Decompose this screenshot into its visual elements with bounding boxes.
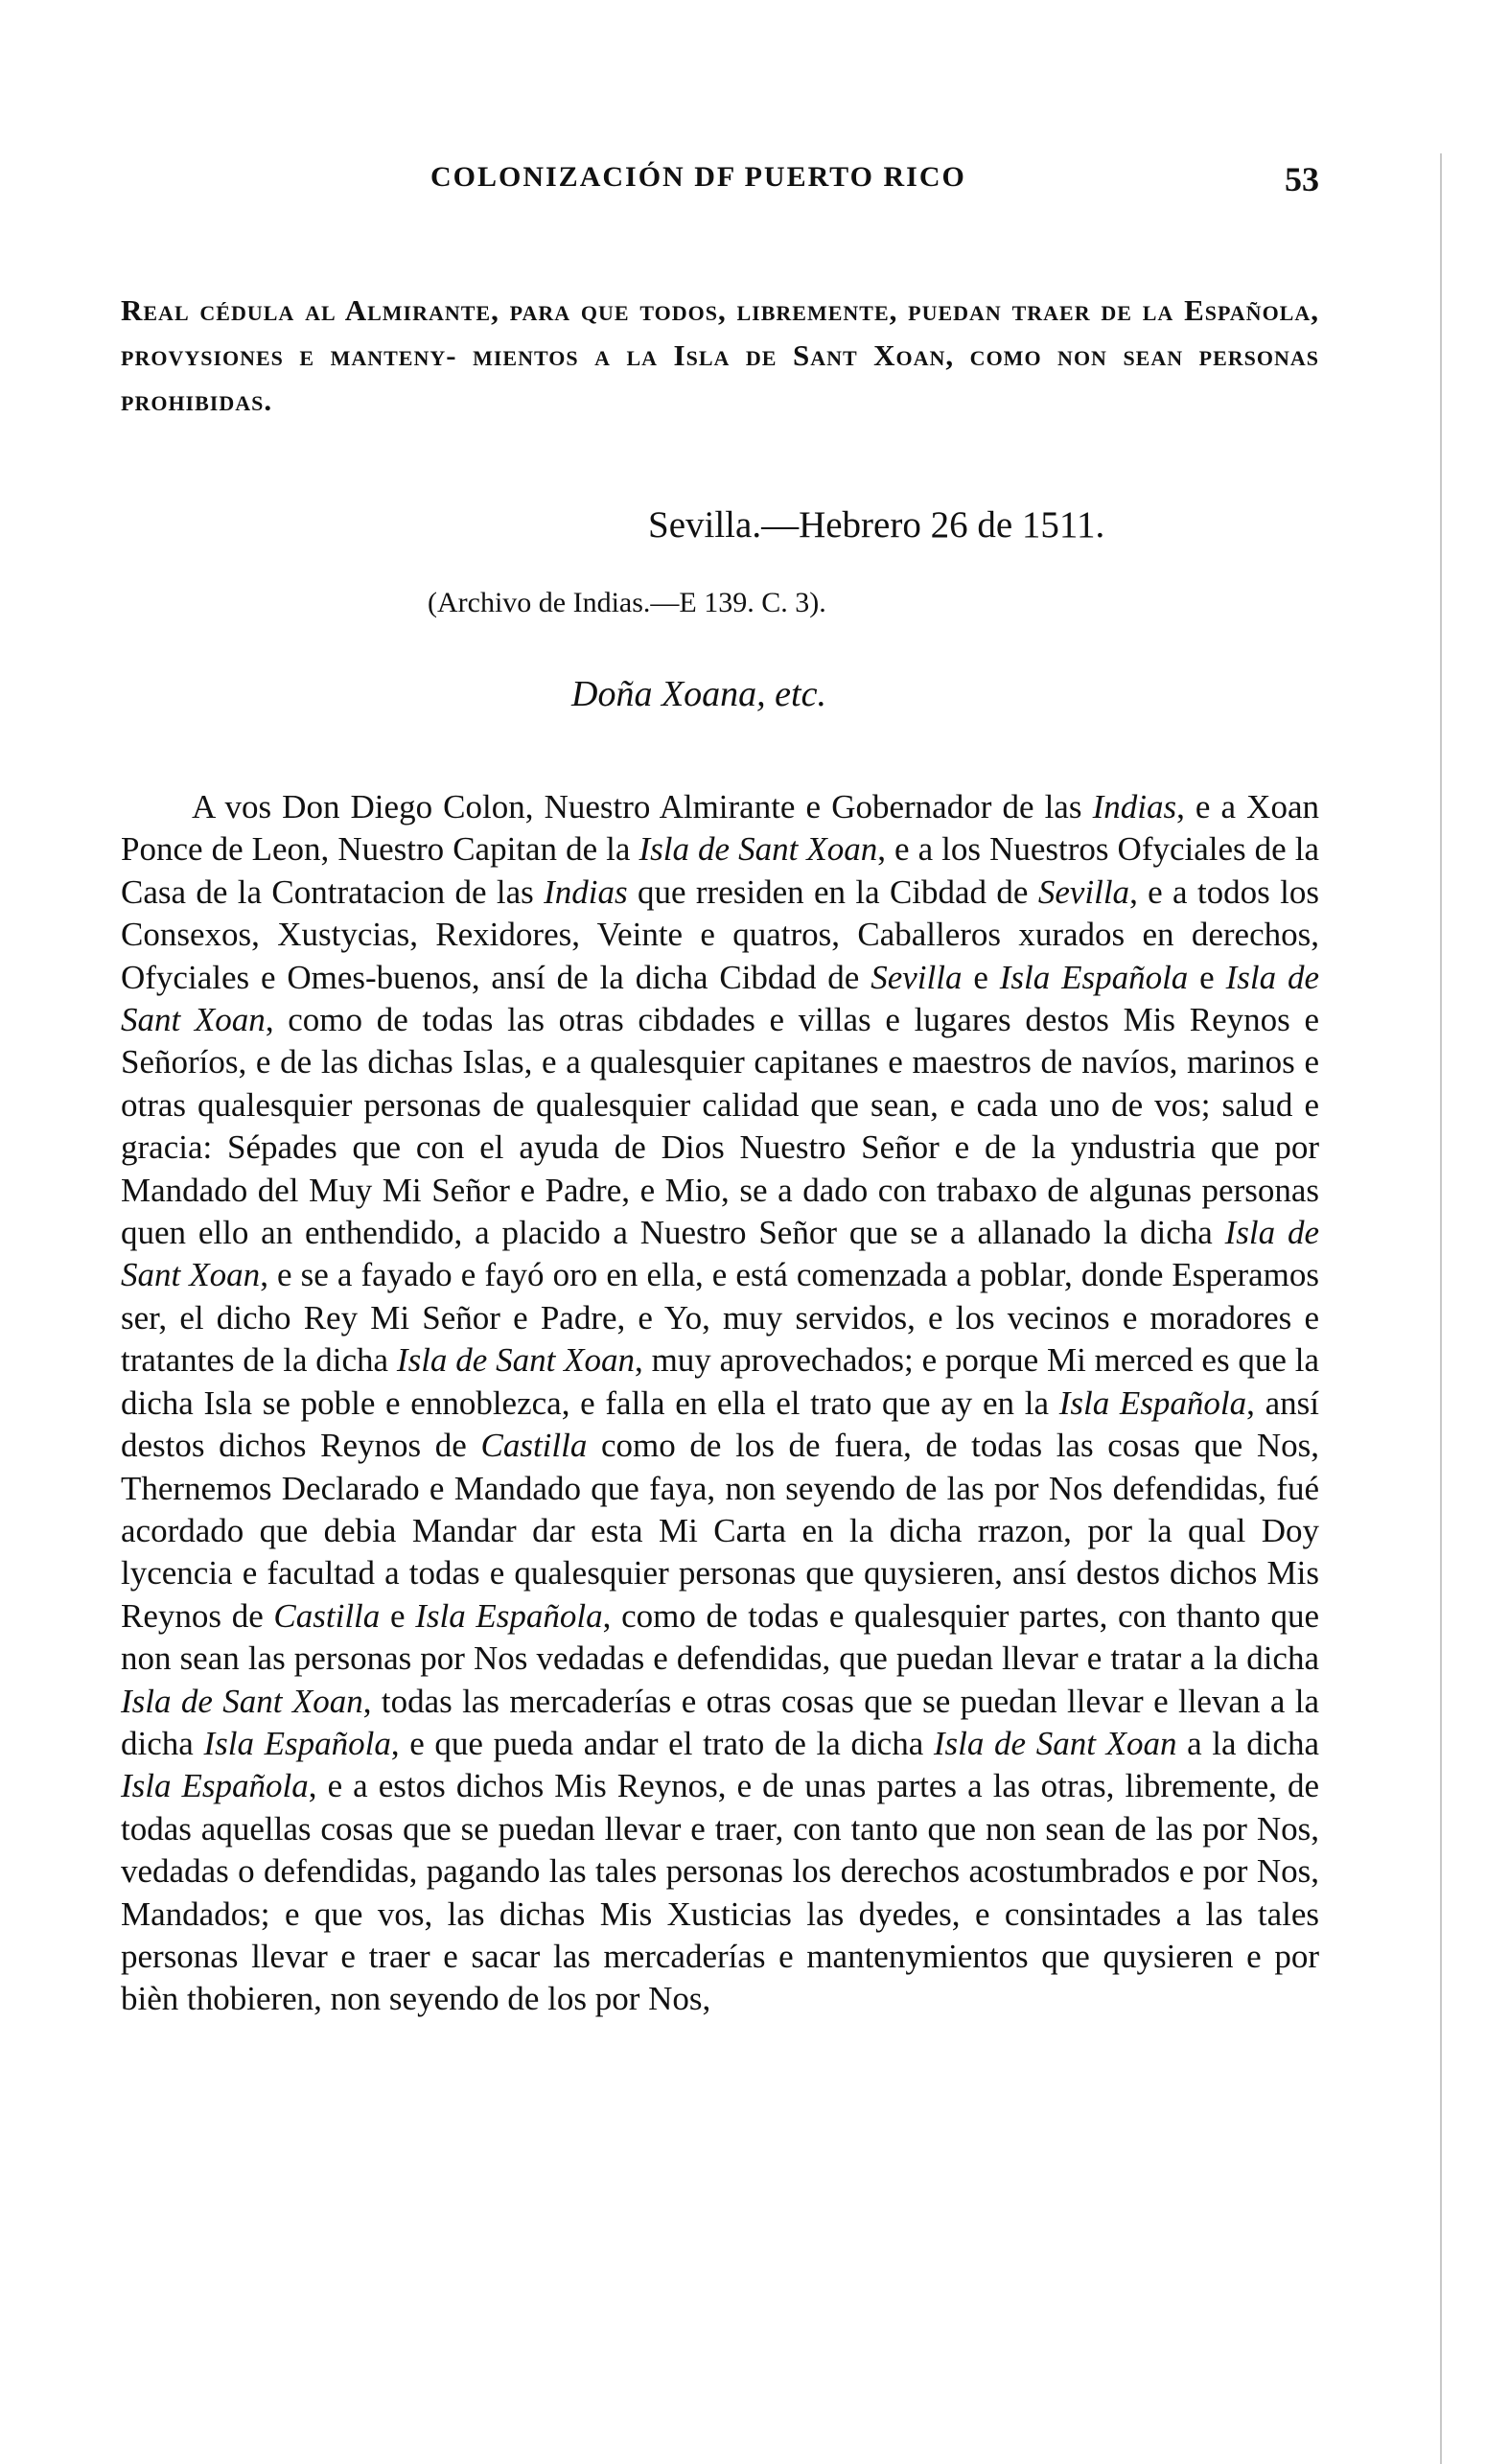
italic-place-name: Sevilla	[1037, 872, 1130, 911]
italic-place-name: Sevilla	[871, 958, 963, 996]
italic-place-name: Isla Española	[203, 1724, 391, 1762]
italic-place-name: Isla Española	[999, 958, 1189, 996]
italic-place-name: Castilla	[480, 1427, 588, 1465]
archive-reference: (Archivo de Indias.—E 139. C. 3).	[428, 587, 826, 618]
salutation: Doña Xoana, etc.	[571, 674, 826, 714]
body-text: e	[380, 1596, 416, 1635]
italic-place-name: Isla Española	[415, 1596, 603, 1635]
scan-edge-rule	[1440, 153, 1442, 2464]
body-text: , e a estos dichos Mis Reynos, e de unas partes a las otras, libremente, de todas aquellas cosas que se puedan llevar e traer, con tanto que non sean de las por Nos, vedadas o defendidas, pagando las tales personas los derechos acostumbrados e por Nos, Mandados; e que vos, las dichas Mis Xusticias las dyedes, e consintades a las tales personas llevar e traer e sacar las mercaderías e mantenymientos que quysieren e por bièn thobieren, non seyendo de los por Nos,	[121, 1767, 1319, 2018]
body-text: , ansí destos dichos Reynos de	[121, 1383, 1319, 1465]
italic-place-name: Isla Española	[121, 1767, 309, 1805]
body-text: , como de todas las otras cibdades e villas e lugares destos Mis Reynos e Señoríos, e de las dichas Islas, e a qualesquier capitanes e maestros de navíos, marinos e otras qualesquier personas de qualesquier calidad que sean, e cada uno de vos; salud e gracia: Sépades que con el ayuda de Dios Nuestro Señor e de la yndustria que por Mandado del Muy Mi Señor e Padre, e Mio, se a dado con trabaxo de algunas personas quen ello an enthendido, a placido a Nuestro Señor que se a allanado la dicha	[121, 1001, 1319, 1252]
running-title: COLONIZACIÓN DF PUERTO RICO	[430, 161, 966, 193]
italic-place-name: Isla de Sant Xoan	[933, 1724, 1177, 1762]
italic-place-name: Isla de Sant Xoan	[396, 1341, 636, 1380]
body-paragraph	[121, 786, 1319, 2021]
body-text: , e que pueda andar el trato de la dicha	[390, 1724, 934, 1762]
document-heading: Real cédula al Almirante, para que todos, libremente, puedan traer de la Española, provysiones e manteny- mientos a la Isla de Sant Xoan, como non sean personas prohibidas.	[121, 293, 1319, 417]
italic-place-name: Isla de Sant Xoan	[121, 958, 1319, 1039]
body-text: , e se a fayado e fayó oro en ella, e está comenzada a poblar, donde Esperamos ser, el dicho Rey Mi Señor e Padre, e Yo, muy servidos, e los vecinos e moradores e tratantes de la dicha	[121, 1256, 1319, 1380]
body-text: , e a los Nuestros Ofyciales de la Casa de la Contratacion de las	[121, 830, 1320, 911]
page-number: 53	[1285, 160, 1319, 198]
italic-place-name: Indias	[1092, 788, 1177, 825]
body-text: , e a todos los Consexos, Xustycias, Rexidores, Veinte e quatros, Caballeros xurados en derechos, Ofyciales e Omes-buenos, ansí de la dicha Cibdad de	[121, 872, 1319, 996]
body-text: como de los de fuera, de todas las cosas que Nos, Thernemos Declarado e Mandado que faya, non seyendo de las por Nos defendidas, fué acordado que debia Mandar dar esta Mi Carta en la dicha rrazon, por la qual Doy lycencia e facultad a todas e qualesquier personas que quysieren, ansí destos dichos Mis Reynos de	[121, 1427, 1319, 1635]
body-text: e	[962, 958, 1000, 996]
running-header	[121, 161, 1319, 199]
italic-place-name: Isla de Sant Xoan	[121, 1214, 1319, 1294]
italic-place-name: Isla de Sant Xoan	[638, 830, 878, 869]
body-text: e	[1188, 958, 1226, 996]
body-text: A vos Don Diego Colon, Nuestro Almirante e Gobernador de las	[192, 788, 1093, 825]
italic-place-name: Indias	[544, 872, 628, 911]
italic-place-name: Isla de Sant Xoan	[121, 1682, 363, 1720]
body-text: , e a Xoan Ponce de Leon, Nuestro Capitan de la	[121, 788, 1319, 869]
italic-place-name: Isla Española	[1058, 1383, 1247, 1422]
body-text: , como de todas e qualesquier partes, con thanto que non sean las personas por Nos vedadas e defendidas, que puedan llevar e tratar a la dicha	[121, 1596, 1319, 1678]
body-text: , todas las mercaderías e otras cosas que se puedan llevar e llevan a la dicha	[121, 1682, 1319, 1762]
body-text: , muy aprovechados; e porque Mi merced es que la dicha Isla se poble e ennoblezca, e falla en ella el trato que ay en la	[121, 1341, 1319, 1422]
body-text: que rresiden en la Cibdad de	[627, 872, 1038, 911]
place-date: Sevilla.—Hebrero 26 de 1511.	[648, 504, 1105, 546]
body-text: a la dicha	[1176, 1724, 1319, 1762]
italic-place-name: Castilla	[273, 1596, 381, 1635]
